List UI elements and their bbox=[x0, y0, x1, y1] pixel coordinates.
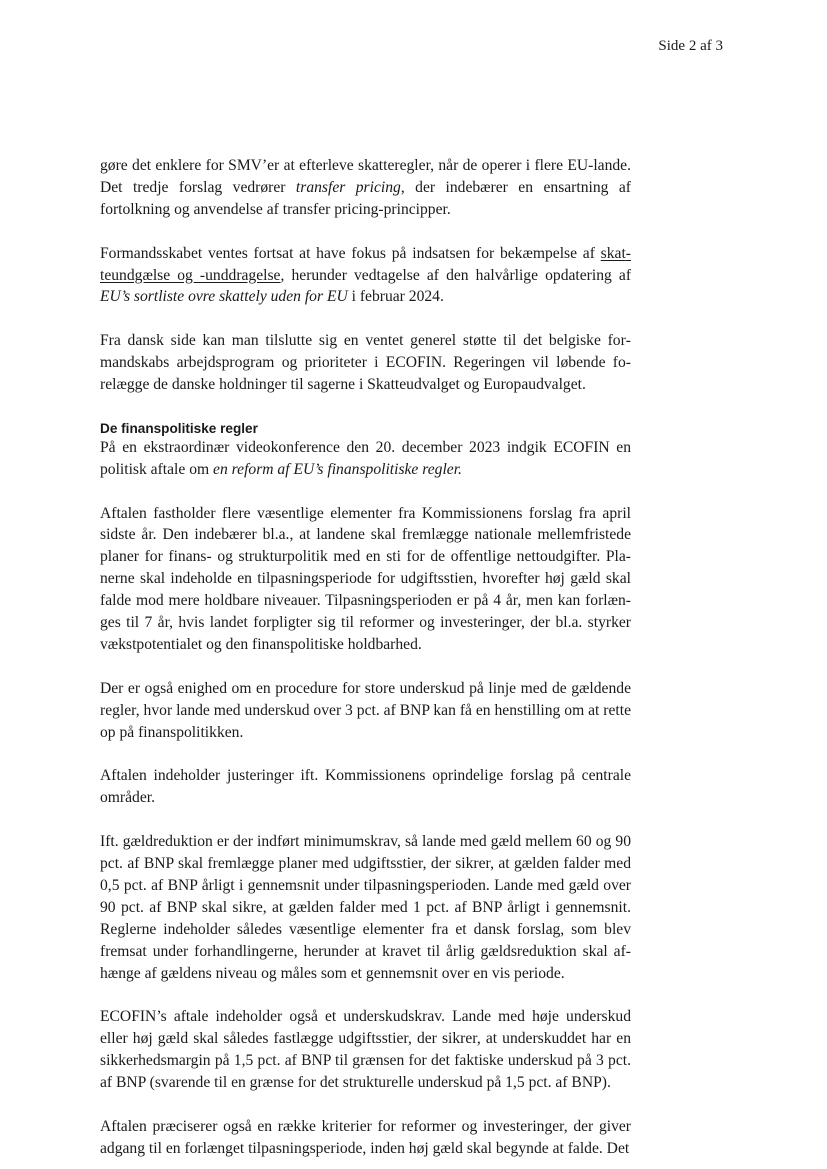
paragraph-adjustments: Aftalen indeholder justeringer ift. Kommissionens oprindelige forslag på centrale områder. bbox=[100, 767, 631, 807]
paragraph-text: , der indebærer en ensartning af fortolkning og anvendelse af transfer pricing-principper. bbox=[100, 178, 631, 218]
paragraph-tax-proposals bbox=[100, 155, 631, 221]
eu-blacklist-title: EU’s sortliste ovre skattely uden for EU bbox=[100, 288, 348, 306]
paragraph-text: Formandsskabet ventes fortsat at have fokus på indsatsen for bekæmpelse af bbox=[100, 244, 601, 262]
paragraph-agreement-elements: Aftalen fastholder flere væsentlige elementer fra Kommissionens forslag fra april sidste år. Den indebærer bl.a., at landene skal fremlægge nationale mellemfristede planer for finans- og strukturpolitik med en sti for de offentlige nettoudgifter. Planerne skal indeholde en tilpasningsperiode for udgiftsstien, hvorefter høj gæld skal falde mod mere holdbare niveauer. Tilpasningsperioden er på 4 år, men kan forlænges til 7 år, hvis landet forpligter sig til reformer og investeringer, der bl.a. styrker vækstpotentialet og den finanspolitiske holdbarhed. bbox=[100, 504, 631, 653]
paragraph-text: gøre det enklere for SMV’er at efterleve skatteregler, når de operer i flere EU-lande. Det tredje forslag vedrører bbox=[100, 157, 631, 196]
paragraph-deficit-procedure: Der er også enighed om en procedure for store underskud på linje med de gældende regler, hvor lande med underskud over 3 pct. af BNP kan få en henstilling om at rette op på finanspolitikken. bbox=[100, 679, 631, 741]
paragraph-ecofin-agreement bbox=[100, 437, 631, 481]
page-number: Side 2 af 3 bbox=[658, 38, 723, 54]
paragraph-tax-evasion bbox=[100, 243, 631, 309]
paragraph-deficit-requirement: ECOFIN’s aftale indeholder også et underskudskrav. Lande med høje underskud eller høj gæld skal således fastlægge udgiftsstier, der sikrer, at underskuddet har en sikkerhedsmargin på 1,5 pct. af BNP til grænsen for det faktiske underskud på 3 pct. af BNP (svarende til en grænse for det strukturelle underskud på 1,5 pct. af BNP). bbox=[100, 1008, 631, 1092]
paragraph-text: , herunder vedtagelse af den halvårlige opdatering af bbox=[280, 266, 632, 284]
fiscal-reform-reference: en reform af EU’s finanspolitiske regler. bbox=[213, 460, 462, 478]
transfer-pricing-term: transfer pricing bbox=[295, 178, 401, 196]
paragraph-reform-criteria: Aftalen præciserer også en række kriterier for reformer og investeringer, der giver adgang til en forlænget tilpasningsperiode, inden høj gæld skal begynde at falde. Det bbox=[100, 1117, 631, 1157]
paragraph-text: i februar 2024. bbox=[347, 288, 444, 306]
tax-evasion-link[interactable]: skatteundgælse og -unddragelse bbox=[100, 244, 631, 284]
document-body bbox=[100, 155, 631, 1160]
paragraph-text: På en ekstraordinær videokonference den 20. december 2023 indgik ECOFIN en politisk aftale om bbox=[100, 438, 631, 478]
paragraph-debt-reduction: Ift. gældreduktion er der indført minimumskrav, så lande med gæld mellem 60 og 90 pct. af BNP skal fremlægge planer med udgiftsstier, der sikrer, at gælden falder med 0,5 pct. af BNP årligt i gennemsnit under tilpasningsperioden. Lande med gæld over 90 pct. af BNP skal sikre, at gælden falder med 1 pct. af BNP årligt i gennemsnit. Reglerne indeholder således væsentlige elementer fra et dansk forslag, som blev fremsat under forhandlingerne, herunder at kravet til årlig gældsreduktion skal afhænge af gældens niveau og måles som et gennemsnit over en vis periode. bbox=[100, 833, 631, 982]
section-heading-fiscal-rules: De finanspolitiske regler bbox=[100, 420, 258, 436]
paragraph-danish-position: Fra dansk side kan man tilslutte sig en ventet generel støtte til det belgiske formandskabs arbejdsprogram og prioriteter i ECOFIN. Regeringen vil løbende forelægge de danske holdninger til sagerne i Skatteudvalget og Europaudvalget. bbox=[100, 332, 631, 394]
